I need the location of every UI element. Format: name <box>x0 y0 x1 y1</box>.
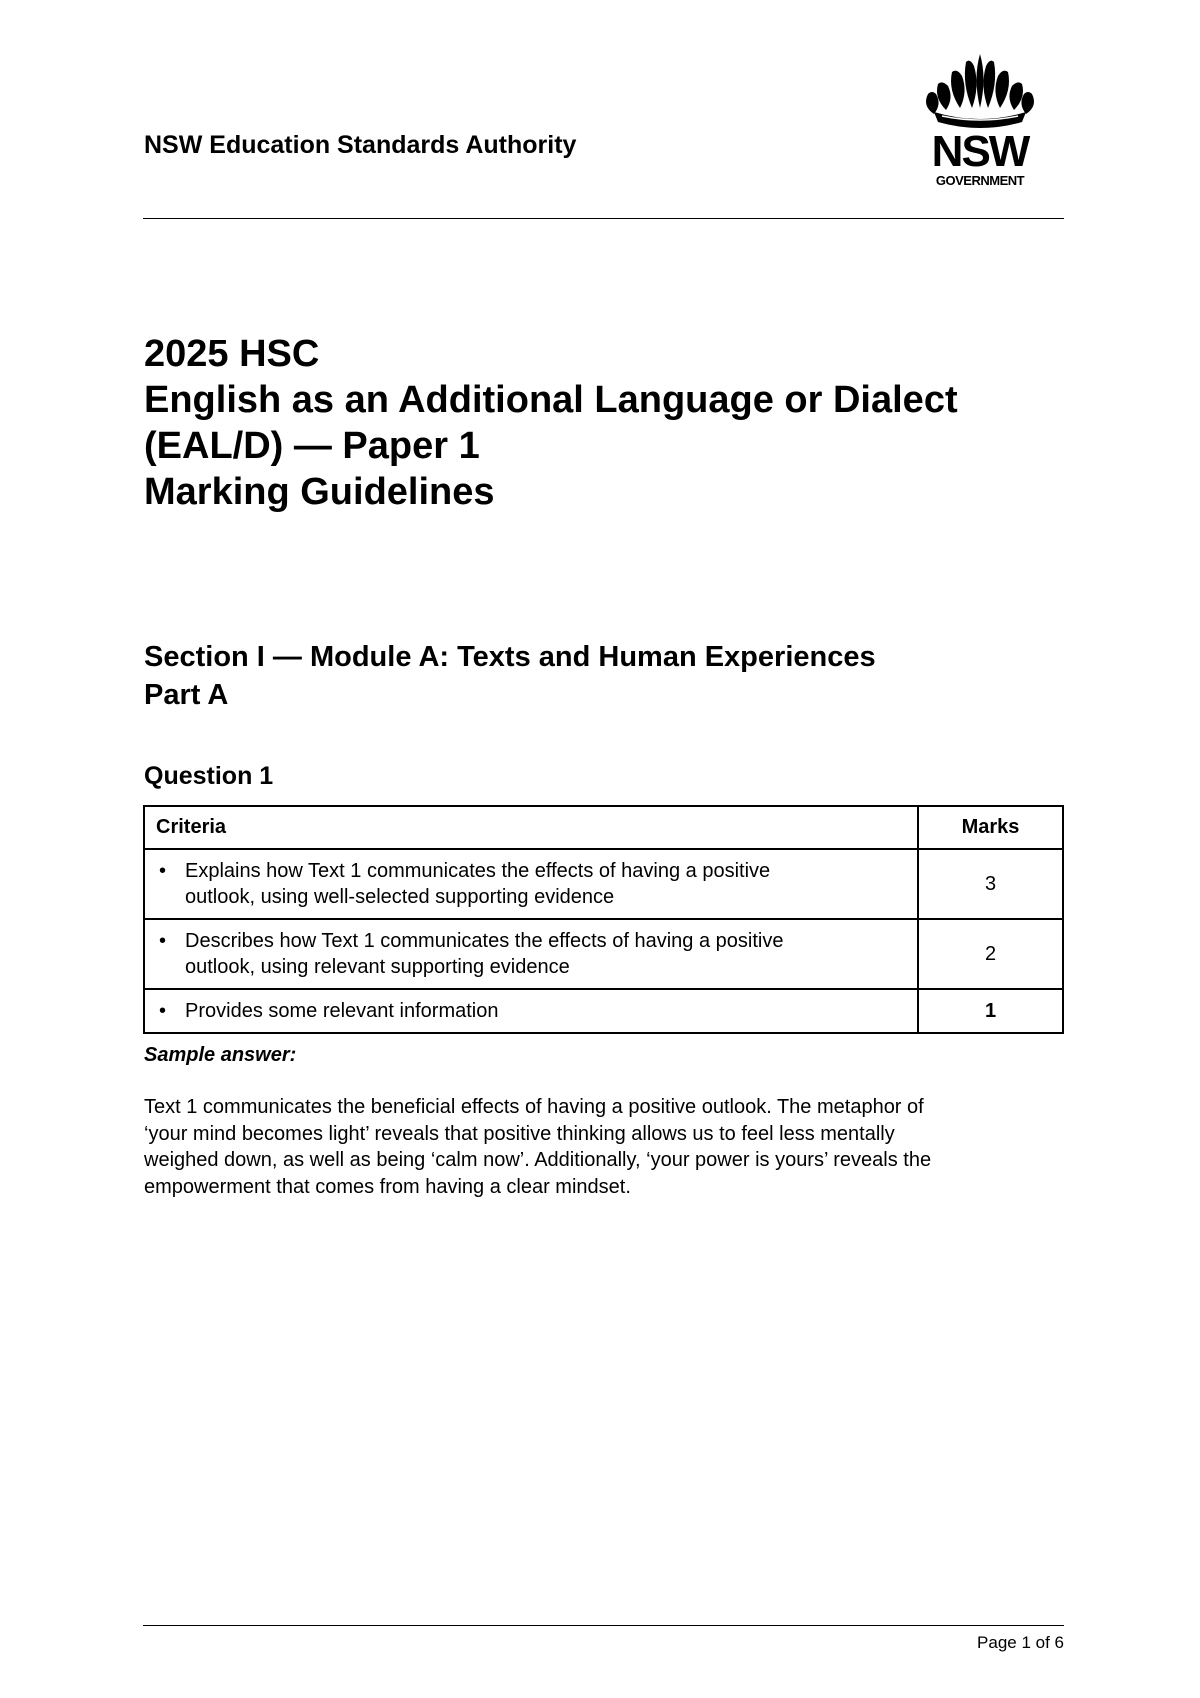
criteria-cell <box>144 919 918 989</box>
section-heading <box>144 638 876 714</box>
marks-cell: 1 <box>918 989 1063 1033</box>
footer-divider <box>143 1625 1064 1626</box>
waratah-icon <box>926 54 1034 128</box>
sample-answer-line: empowerment that comes from having a clear mindset. <box>144 1175 631 1198</box>
sample-answer-text <box>144 1094 1044 1200</box>
section-part: Part A <box>144 679 229 711</box>
sample-answer-label: Sample answer: <box>144 1044 297 1066</box>
marks-column-header: Marks <box>918 806 1063 849</box>
marks-cell: 3 <box>918 849 1063 919</box>
title-line: Marking Guidelines <box>144 471 495 513</box>
page-number: Page 1 of 6 <box>977 1633 1064 1652</box>
criteria-text: Describes how Text 1 communicates the effects of having a positive <box>185 930 784 952</box>
logo-wordmark: NSW <box>931 127 1029 176</box>
criteria-text: Explains how Text 1 communicates the effects of having a positive <box>185 860 771 882</box>
question-heading: Question 1 <box>144 762 274 790</box>
section-title: Section I — Module A: Texts and Human Experiences <box>144 641 876 673</box>
title-line: 2025 HSC <box>144 333 320 375</box>
bullet: • <box>159 860 167 882</box>
logo-subtext: GOVERNMENT <box>935 173 1025 188</box>
nsw-government-logo <box>920 54 1040 190</box>
criteria-text: outlook, using well-selected supporting evidence <box>185 886 615 908</box>
marks-cell: 2 <box>918 919 1063 989</box>
document-title <box>144 331 958 515</box>
bullet: • <box>159 930 167 952</box>
table-row <box>144 919 1063 989</box>
header-divider <box>143 218 1064 219</box>
criteria-column-header: Criteria <box>144 806 918 849</box>
criteria-text: Provides some relevant information <box>185 1000 499 1022</box>
bullet: • <box>159 1000 167 1022</box>
table-row <box>144 849 1063 919</box>
sample-answer-line: weighed down, as well as being ‘calm now’. Additionally, ‘your power is yours’ reveals the <box>144 1149 932 1171</box>
criteria-text: outlook, using relevant supporting evidence <box>185 956 570 978</box>
sample-answer-line: ‘your mind becomes light’ reveals that positive thinking allows us to feel less mentally <box>144 1122 895 1145</box>
table-header-row <box>144 806 1063 849</box>
marking-criteria-table <box>143 805 1064 1034</box>
organisation-name: NSW Education Standards Authority <box>144 131 577 159</box>
criteria-cell <box>144 989 918 1033</box>
sample-answer-line: Text 1 communicates the beneficial effects of having a positive outlook. The metaphor of <box>144 1096 924 1118</box>
title-line: (EAL/D) — Paper 1 <box>144 425 480 467</box>
criteria-cell <box>144 849 918 919</box>
table-row <box>144 989 1063 1033</box>
title-line: English as an Additional Language or Dialect <box>144 379 958 421</box>
